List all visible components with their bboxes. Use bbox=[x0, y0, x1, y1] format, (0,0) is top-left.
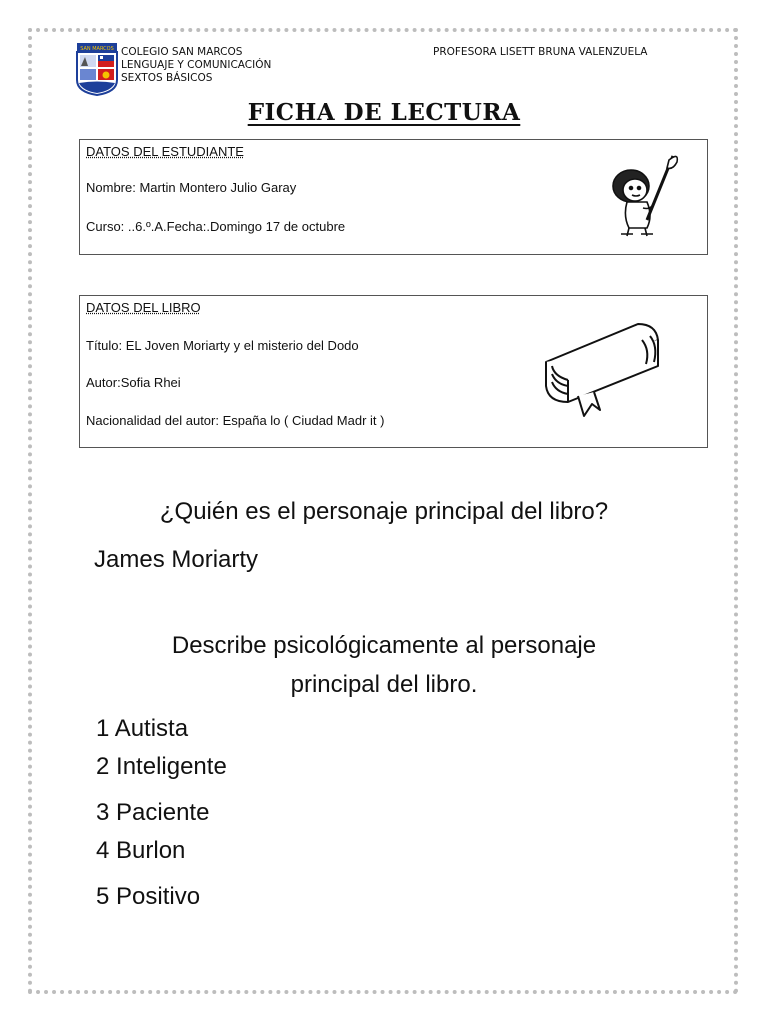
answer-main-character: James Moriarty bbox=[94, 546, 259, 573]
list-item bbox=[96, 883, 200, 911]
book-data-box bbox=[79, 295, 708, 448]
trait-text: Autista bbox=[114, 715, 189, 742]
student-course-row bbox=[86, 219, 345, 234]
list-item bbox=[96, 837, 185, 865]
trait-text: Paciente bbox=[116, 799, 210, 826]
course-label: Curso: bbox=[86, 219, 128, 234]
nationality-label: Nacionalidad del autor: bbox=[86, 413, 223, 428]
trait-text: Burlon bbox=[116, 837, 186, 864]
book-author-row bbox=[86, 375, 181, 390]
student-heading: DATOS DEL ESTUDIANTE bbox=[86, 144, 244, 159]
book-title-label: Título: bbox=[86, 338, 126, 353]
trait-number: 3 bbox=[96, 799, 110, 826]
question-describe-line2: principal del libro. bbox=[290, 671, 478, 698]
school-info bbox=[121, 46, 271, 85]
trait-number: 2 bbox=[96, 753, 110, 780]
teacher-name: PROFESORA LISETT BRUNA VALENZUELA bbox=[433, 46, 648, 58]
school-name: COLEGIO SAN MARCOS bbox=[121, 46, 243, 58]
trait-number: 1 bbox=[96, 715, 110, 742]
student-name-row bbox=[86, 180, 296, 195]
trait-text: Inteligente bbox=[116, 753, 227, 780]
date-value: Domingo 17 de octubre bbox=[209, 219, 346, 234]
mafalda-pen-illustration bbox=[607, 150, 683, 238]
trait-text: Positivo bbox=[116, 883, 201, 910]
list-item bbox=[96, 799, 209, 827]
question-describe-line1: Describe psicológicamente al personaje bbox=[171, 632, 597, 659]
course-value: ..6.º.A. bbox=[127, 219, 167, 234]
author-label: Autor: bbox=[86, 375, 121, 390]
book-title-value: EL Joven Moriarty y el misterio del Dodo bbox=[125, 338, 359, 353]
name-value: Martin Montero Julio Garay bbox=[139, 180, 297, 195]
trait-number: 4 bbox=[96, 837, 110, 864]
school-crest-icon bbox=[76, 42, 118, 96]
list-item bbox=[96, 715, 188, 743]
student-data-box bbox=[79, 139, 708, 255]
book-illustration bbox=[538, 306, 688, 426]
name-label: Nombre: bbox=[86, 180, 140, 195]
question-main-character: ¿Quién es el personaje principal del libro? bbox=[159, 498, 609, 525]
list-item bbox=[96, 753, 227, 781]
book-title-row bbox=[86, 338, 359, 353]
crest-label: SAN MARCOS bbox=[80, 46, 114, 52]
author-value: Sofia Rhei bbox=[120, 375, 181, 390]
school-subject: LENGUAJE Y COMUNICACIÓN bbox=[121, 59, 272, 71]
trait-number: 5 bbox=[96, 883, 110, 910]
page-title: FICHA DE LECTURA bbox=[247, 99, 521, 126]
book-heading: DATOS DEL LIBRO bbox=[86, 300, 201, 315]
date-label: Fecha:. bbox=[166, 219, 210, 234]
school-grade: SEXTOS BÁSICOS bbox=[121, 72, 213, 84]
nationality-value: España lo ( Ciudad Madr it ) bbox=[222, 413, 385, 428]
book-nationality-row bbox=[86, 413, 384, 428]
